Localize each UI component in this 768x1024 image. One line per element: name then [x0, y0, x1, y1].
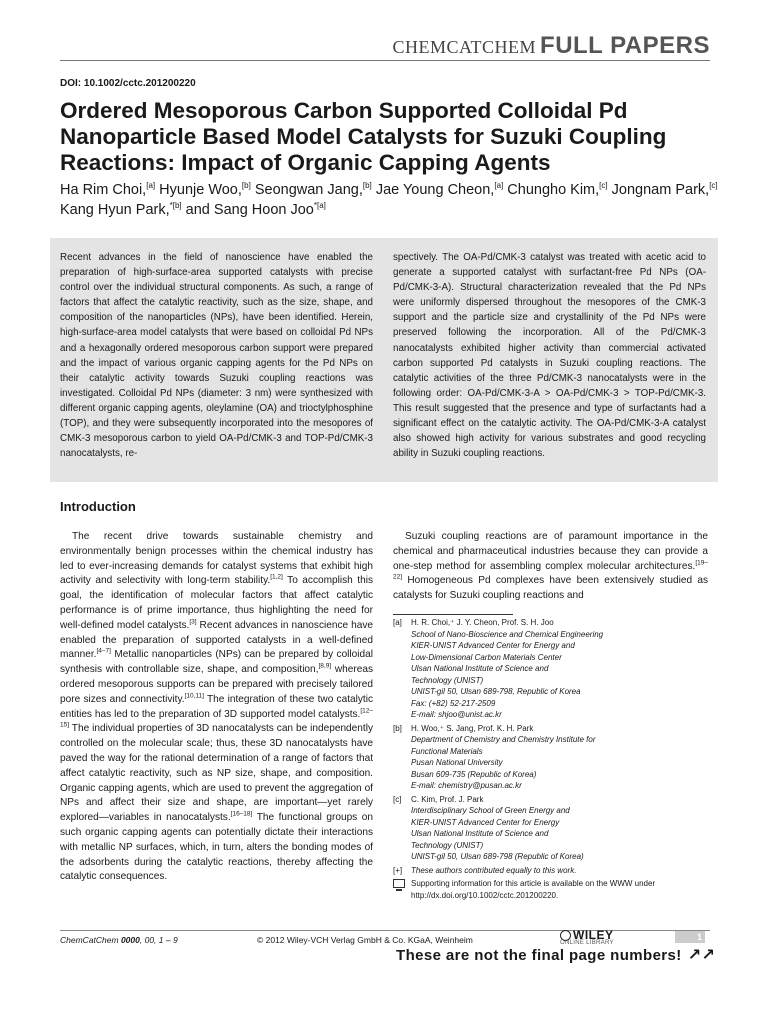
- affiliation-marker: [c]: [599, 181, 608, 191]
- footnote-marker: [b]: [393, 723, 402, 733]
- footnote: [393, 617, 713, 721]
- footnote-line: Functional Materials: [411, 746, 483, 756]
- affiliation-marker: *[b]: [169, 201, 182, 211]
- doi: DOI: 10.1002/cctc.201200220: [60, 78, 196, 89]
- footnote-line: E-mail: shjoo@unist.ac.kr: [411, 710, 502, 719]
- affiliation-marker: [b]: [362, 181, 372, 191]
- affiliation-marker: [a]: [494, 181, 504, 191]
- section-heading: Introduction: [60, 499, 136, 514]
- footnote-line: Department of Chemistry and Chemistry Institute for: [411, 735, 596, 744]
- journal-header: [393, 32, 710, 60]
- citation-marker: [3]: [189, 618, 197, 626]
- footnote-line: C. Kim, Prof. J. Park: [411, 794, 484, 804]
- footer-citation: ChemCatChem 0000, 00, 1 – 9: [60, 935, 178, 945]
- affiliation-footnotes: [393, 617, 713, 903]
- citation-marker: [1,2]: [270, 574, 283, 582]
- intro-right-column: [393, 530, 708, 604]
- author-name: Jae Young Cheon,: [375, 182, 495, 198]
- abstract-box: [50, 238, 718, 482]
- footnote-line: UNIST-gil 50, Ulsan 689-798 (Republic of Korea): [411, 852, 584, 861]
- article-title: Ordered Mesoporous Carbon Supported Colloidal Pd Nanoparticle Based Model Catalysts for Suzuki Coupling Reactions: Impact of Organic Capping Agents: [60, 98, 667, 175]
- footnote-line: Ulsan National Institute of Science and: [411, 664, 549, 673]
- header-rule: [60, 60, 710, 61]
- final-page-notice: These are not the final page numbers! ↗↗: [396, 947, 716, 964]
- affiliation-marker: [a]: [146, 181, 156, 191]
- author-name: Hyunje Woo,: [159, 182, 242, 198]
- author-list: [60, 180, 720, 220]
- citation-marker: [16–18]: [230, 810, 253, 818]
- intro-paragraph: Suzuki coupling reactions are of paramount importance in the chemical and pharmaceutical industries because they can provide a one-step method for assembling complex molecular architectures.[19–22] Homogeneous Pd complexes have been extensively studied as catalysts for Suzuki coupling reactions and: [393, 531, 708, 602]
- monitor-icon: [393, 879, 405, 888]
- supporting-info-line: http://dx.doi.org/10.1002/cctc.201200220.: [411, 890, 559, 900]
- footnote-line: UNIST-gil 50, Ulsan 689-798, Republic of Korea: [411, 687, 581, 696]
- author-name: Ha Rim Choi,: [60, 182, 147, 198]
- footnote-line: Ulsan National Institute of Science and: [411, 829, 549, 838]
- affiliation-marker: [c]: [709, 181, 718, 191]
- abstract-left-column: Recent advances in the field of nanoscience have enabled the preparation of high-surface-area supported catalysts with precise control over the individual structural components. As such, a range of factors that affect the catalytic reactivity, such as the size, shape, and composition of the nanoparticles (NPs), have been identified. Herein, high-surface-area model catalysts that were based on colloidal Pd NPs and a hexagonally ordered mesoporous carbon support were prepared and the impact of various organic capping agents for the Pd NPs on their catalytic activity towards Suzuki coupling reactions was investigated. Colloidal Pd NPs (diameter: 3 nm) were synthesized with different organic capping agents, oleylamine (OA) and trioctylphosphine (TOP), and they were subsequently incorporated into the mesopores of CMK-3 mesoporous carbon to yield OA-Pd/CMK-3 and TOP-Pd/CMK-3 nanocatalysts, re-: [60, 252, 373, 460]
- footnote-line: School of Nano-Bioscience and Chemical Engineering: [411, 629, 604, 639]
- footnote-line: KIER-UNIST Advanced Center for Energy and: [411, 641, 575, 650]
- footnote-line: Fax: (+82) 52-217-2509: [411, 698, 496, 708]
- citation-marker: [12–15]: [60, 707, 373, 729]
- copyright: © 2012 Wiley-VCH Verlag GmbH & Co. KGaA, Weinheim: [257, 935, 473, 945]
- supporting-info-note: [393, 878, 713, 901]
- footnote-line: These authors contributed equally to this work.: [411, 865, 577, 875]
- affiliation-marker: [b]: [241, 181, 251, 191]
- footnote: [393, 723, 713, 792]
- author-name: Seongwan Jang,: [254, 182, 363, 198]
- footnote-rule: [393, 614, 513, 615]
- double-arrow-icon: ↗↗: [687, 947, 716, 964]
- citation-marker: [8,9]: [318, 662, 332, 670]
- author-name: Kang Hyun Park,: [60, 202, 170, 218]
- abstract-right-column: spectively. The OA-Pd/CMK-3 catalyst was treated with acetic acid to generate a supported catalyst with surfactant-free Pd NPs (OA-Pd/CMK-3-A). Structural characterization revealed that the Pd NPs were uniformly dispersed throughout the mesopores of the CMK-3 support and the particle size and crystallinity of the Pd NPs were preserved following the incorporation. All of the Pd/CMK-3 nanocatalysts exhibited higher activity than commercial activated carbon supported Pd catalysts in Suzuki coupling reactions. The catalytic activities of the three Pd/CMK-3 nanocatalysts were in the following order: OA-Pd/CMK-3-A > OA-Pd/CMK-3 > TOP-Pd/CMK-3. This result suggested that the presence and type of surfactants had a significant effect on the catalytic activity. The OA-Pd/CMK-3-A catalyst also showed high activity for various substrates and good recycling ability in Suzuki coupling reactions.: [393, 252, 706, 460]
- footnote: [393, 865, 713, 877]
- footnote: [393, 794, 713, 863]
- footnote-marker: [c]: [393, 794, 402, 804]
- wiley-logo: WILEY ONLINE LIBRARY: [560, 928, 614, 946]
- footnote-line: E-mail: chemistry@pusan.ac.kr: [411, 781, 522, 790]
- intro-paragraph: The recent drive towards sustainable chemistry and environmentally benign processes within the chemical industry has led to ever-increasing demands for catalyst systems that exhibit high activity and selectivity with long-term stability.[1,2] To accomplish this goal, the identification of molecular factors that affect catalytic performance is of prime importance, thus highlighting the need for well-defined model catalysts.[3] Recent advances in nanoscience have enabled the preparation of supported catalysts in a well-defined manner.[4–7] Metallic nanoparticles (NPs) can be prepared by colloidal synthesis with controllable size, shape, and composition,[8,9] whereas ordered mesoporous supports can be prepared with precisely tailored pore sizes and connectivity.[10,11] The integration of these two catalytic entities has led to the preparation of 3D supported model catalysts.[12–15] The individual properties of 3D nanocatalysts can be independently controlled on the molecular scale; thus, these 3D nanocatalysts have paved the way for the rational determination of a range of factors that affect catalytic reactivity, such as NP size, shape, and composition. Organic capping agents, which are used to prevent the aggregation of NPs and affect their size and shape, are important—yet rarely explored—variables in nanocatalysts.[16–18] The functional groups on such organic capping agents can potentially dictate their interactions with metallic NP surfaces, which, in turn, alters the bonding modes of the adsorbents during the catalytic reactions, thereby affecting the catalytic consequences.: [60, 531, 374, 883]
- footnote-line: Low-Dimensional Carbon Materials Center: [411, 652, 562, 662]
- footnote-marker: [+]: [393, 865, 403, 875]
- citation-marker: [10,11]: [184, 692, 204, 700]
- author-name: and Sang Hoon Joo: [185, 202, 314, 218]
- footnote-line: Technology (UNIST): [411, 675, 484, 685]
- author-name: Chungho Kim,: [507, 182, 600, 198]
- footnote-line: H. R. Choi,⁺ J. Y. Cheon, Prof. S. H. Joo: [411, 618, 554, 627]
- page-number: 1: [675, 931, 705, 943]
- affiliation-marker: *[a]: [313, 201, 326, 211]
- supporting-info-line: Supporting information for this article is available on the WWW under: [411, 879, 656, 888]
- author-name: Jongnam Park,: [611, 182, 710, 198]
- footnote-line: Busan 609-735 (Republic of Korea): [411, 769, 537, 779]
- section-label: FULL PAPERS: [540, 32, 710, 59]
- journal-name: CHEMCATCHEM: [392, 37, 537, 57]
- intro-left-column: [60, 530, 373, 885]
- footnote-line: Pusan National University: [411, 758, 503, 767]
- citation-marker: [19–22]: [393, 559, 708, 582]
- footnote-line: Interdisciplinary School of Green Energy and: [411, 806, 570, 815]
- citation-marker: [4–7]: [96, 648, 111, 656]
- footnote-line: KIER-UNIST Advanced Center for Energy: [411, 817, 560, 827]
- footnote-line: Technology (UNIST): [411, 840, 484, 850]
- footnote-marker: [a]: [393, 618, 402, 627]
- footnote-line: H. Woo,⁺ S. Jang, Prof. K. H. Park: [411, 723, 534, 733]
